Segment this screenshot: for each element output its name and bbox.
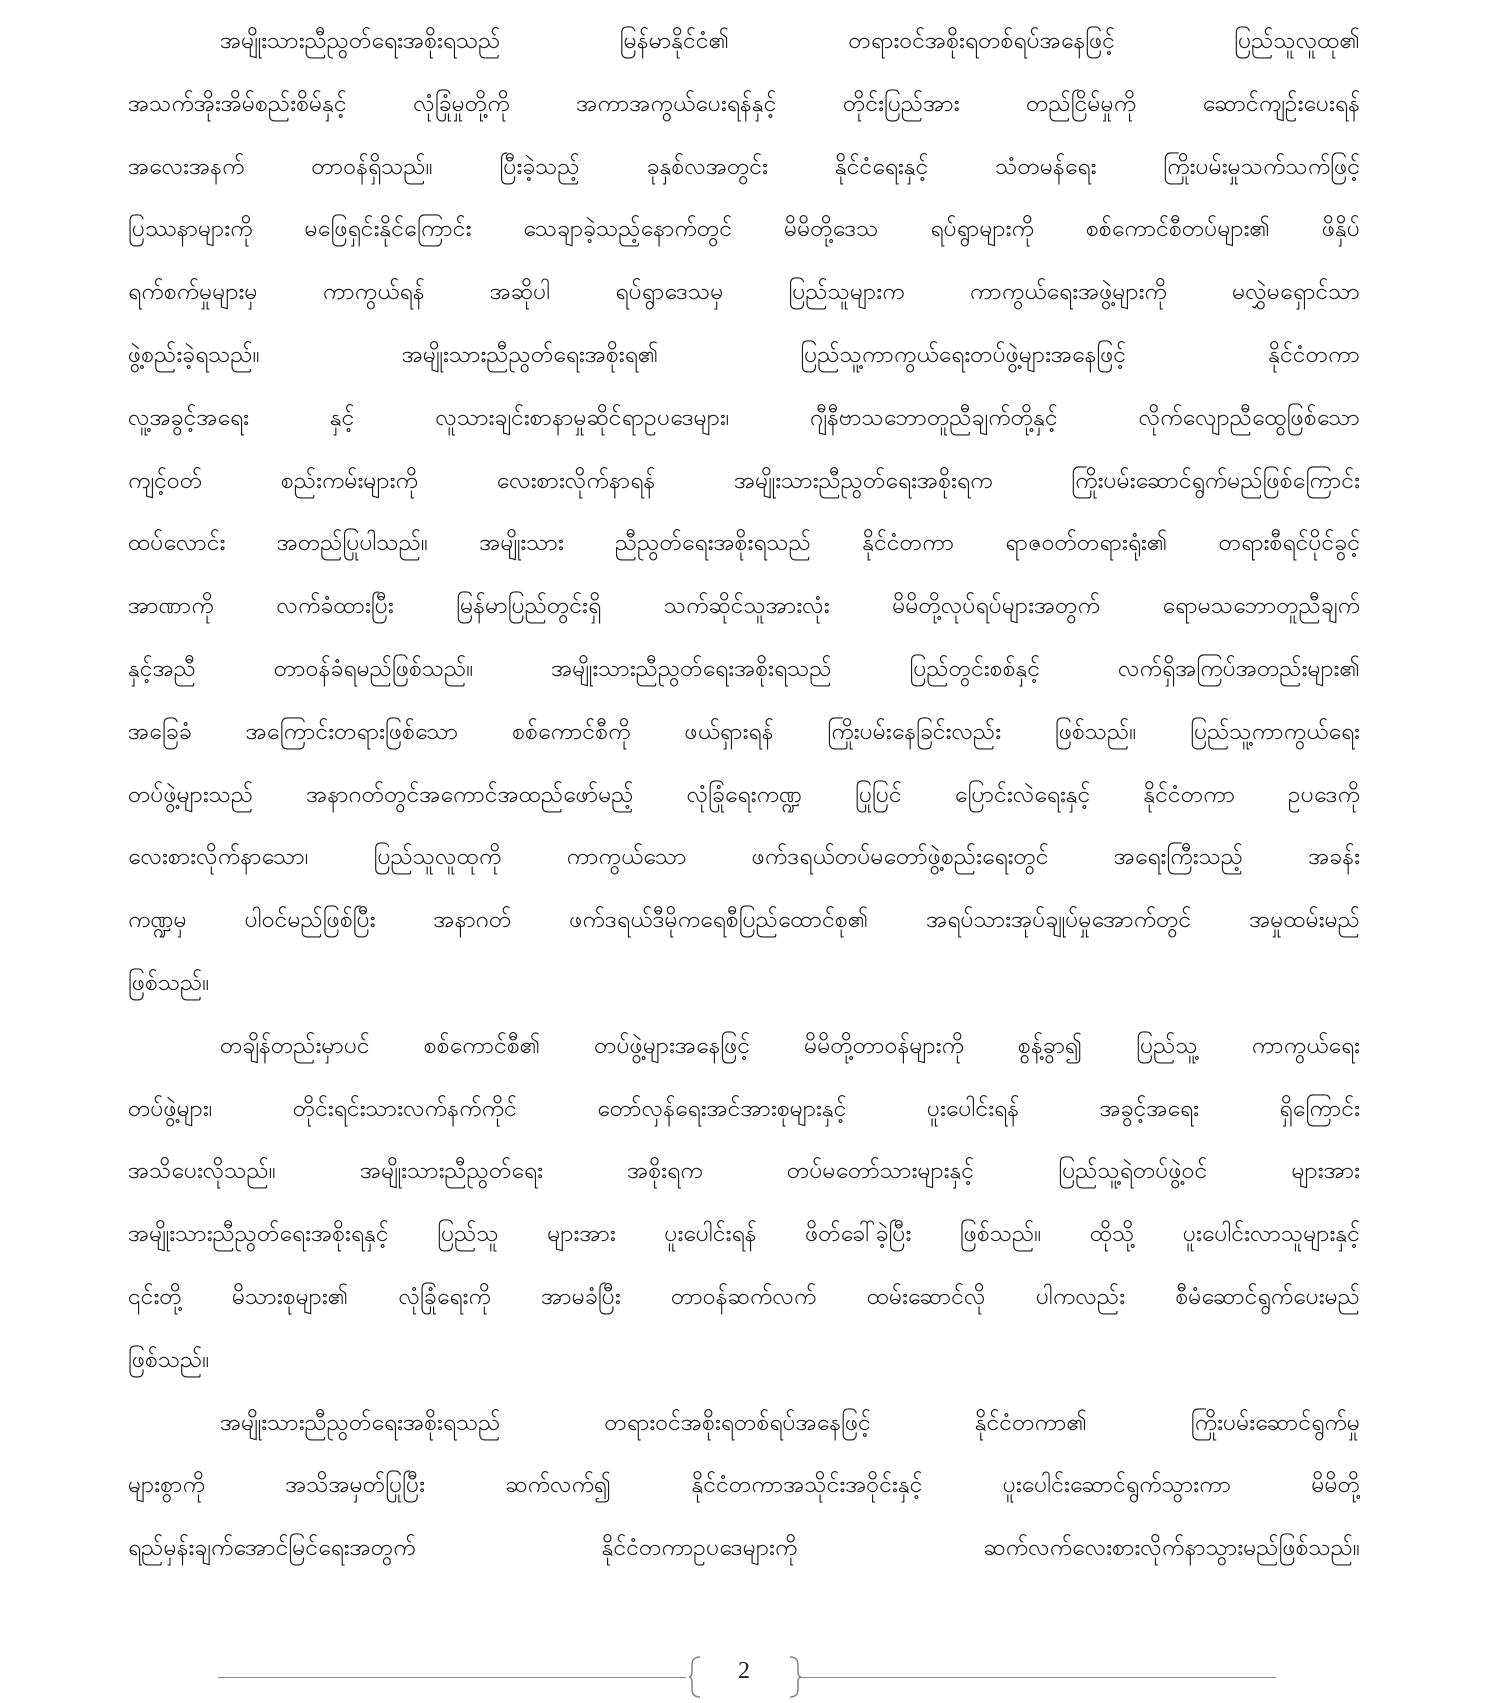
text-line: အမျိုးသားညီညွတ်ရေးအစိုးရသည် မြန်မာနိုင်ငံ၏ တရားဝင်အစိုးရတစ်ရပ်အနေဖြင့် ပြည်သူလူထု၏ [220,28,1360,54]
text-line: ကျင့်ဝတ် စည်းကမ်းများကို လေးစားလိုက်နာရန် အမျိုးသားညီညွတ်ရေးအစိုးရက ကြိုးပမ်းဆောင်ရွက်မည်ဖြစ်ကြောင်း [128,467,1360,494]
text-line: ရက်စက်မှုများမှ ကာကွယ်ရန် အဆိုပါ ရပ်ရွာဒေသမှ ပြည်သူများက ကာကွယ်ရေးအဖွဲ့များကို မလွှဲမရှောင်သာ [128,279,1360,306]
text-line: ဖြစ်သည်။ [128,969,210,996]
text-line: ပြဿနာများကို မဖြေရှင်းနိုင်ကြောင်း သေချာခဲ့သည့်နောက်တွင် မိမိတို့ဒေသ ရပ်ရွာများကို စစ်ကောင်စီတပ်များ၏ ဖိနှိပ် [128,216,1360,243]
text-line: အမျိုးသားညီညွတ်ရေးအစိုးရနှင့် ပြည်သူ များအား ပူးပေါင်းရန် ဖိတ်ခေါ်ခဲ့ပြီး ဖြစ်သည်။ ထိုသို့ ပူးပေါင်းလာသူများနှင့် [128,1221,1360,1248]
page-footer [0,1655,1487,1703]
text-line: ၎င်းတို့ မိသားစုများ၏ လုံခြုံရေးကို အာမခံပြီး တာဝန်ဆက်လက် ထမ်းဆောင်လို ပါကလည်း စီမံဆောင်ရွက်ပေးမည် [128,1283,1360,1310]
text-line: ဖွဲ့စည်းခဲ့ရသည်။ အမျိုးသားညီညွတ်ရေးအစိုးရ၏ ပြည်သူ့ကာကွယ်ရေးတပ်ဖွဲ့များအနေဖြင့် နိုင်ငံတကာ [128,341,1360,368]
text-line: လူ့အခွင့်အရေး နှင့် လူသားချင်းစာနာမှုဆိုင်ရာဥပဒေများ၊ ဂျီနီဗာသဘောတူညီချက်တို့နှင့် လိုက်လျောညီထွေဖြစ်သော [128,404,1360,431]
text-line: အမျိုးသားညီညွတ်ရေးအစိုးရသည် တရားဝင်အစိုးရတစ်ရပ်အနေဖြင့် နိုင်ငံတကာ၏ ကြိုးပမ်းဆောင်ရွက်မှု [220,1409,1360,1436]
text-line: တချိန်တည်းမှာပင် စစ်ကောင်စီ၏ တပ်ဖွဲ့များအနေဖြင့် မိမိတို့တာဝန်များကို စွန့်ခွာ၍ ပြည်သူ့ ကာကွယ်ရေး [220,1032,1360,1059]
text-line: နှင့်အညီ တာဝန်ခံရမည်ဖြစ်သည်။ အမျိုးသားညီညွတ်ရေးအစိုးရသည် ပြည်တွင်းစစ်နှင့် လက်ရှိအကြပ်အတည်းများ၏ [128,655,1360,682]
text-line: အာဏာကို လက်ခံထားပြီး မြန်မာပြည်တွင်းရှိ သက်ဆိုင်သူအားလုံး မိမိတို့လုပ်ရပ်များအတွက် ရောမသဘောတူညီချက် [128,593,1360,620]
text-line: ရည်မှန်းချက်အောင်မြင်ရေးအတွက် နိုင်ငံတကာဥပဒေများကို ဆက်လက်လေးစားလိုက်နာသွားမည်ဖြစ်သည်။ [128,1535,1360,1562]
footer-rule-right [800,1677,1276,1678]
paragraph-1 [128,10,1360,1015]
text-line: လေးစားလိုက်နာသော၊ ပြည်သူလူထုကို ကာကွယ်သော ဖက်ဒရယ်တပ်မတော်ဖွဲ့စည်းရေးတွင် အရေးကြီးသည့် အခန်း [128,844,1360,871]
page-number: 2 [738,1658,750,1684]
text-line: များစွာကို အသိအမှတ်ပြုပြီး ဆက်လက်၍ နိုင်ငံတကာအသိုင်းအဝိုင်းနှင့် ပူးပေါင်းဆောင်ရွက်သွားကာ မိမိတို့ [128,1472,1360,1499]
text-line: အသက်အိုးအိမ်စည်းစိမ်နှင့် လုံခြုံမှုတို့ကို အကာအကွယ်ပေးရန်နှင့် တိုင်းပြည်အား တည်ငြိမ်မှုကို ဆောင်ကျဉ်းပေးရန် [128,90,1360,117]
text-line: အသိပေးလိုသည်။ အမျိုးသားညီညွတ်ရေး အစိုးရက တပ်မတော်သားများနှင့် ပြည်သူ့ရဲတပ်ဖွဲ့ဝင် များအား [128,1158,1360,1185]
text-line: ကဏ္ဍမှ ပါဝင်မည်ဖြစ်ပြီး အနာဂတ် ဖက်ဒရယ်ဒီမိုကရေစီပြည်ထောင်စု၏ အရပ်သားအုပ်ချုပ်မှုအောက်တွင် အမှုထမ်းမည် [128,907,1360,934]
text-line: တပ်ဖွဲ့များသည် အနာဂတ်တွင်အကောင်အထည်ဖော်မည့် လုံခြုံရေးကဏ္ဍ ပြုပြင် ပြောင်းလဲရေးနှင့် နိုင်ငံတကာ ဥပဒေကို [128,781,1360,808]
footer-rule-left [218,1677,686,1678]
text-line: တပ်ဖွဲ့များ၊ တိုင်းရင်းသားလက်နက်ကိုင် တော်လှန်ရေးအင်အားစုများနှင့် ပူးပေါင်းရန် အခွင့်အရေး ရှိကြောင်း [128,1095,1360,1122]
paragraph-2 [128,1015,1360,1392]
text-line: အခြေခံ အကြောင်းတရားဖြစ်သော စစ်ကောင်စီကို ဖယ်ရှားရန် ကြိုးပမ်းနေခြင်းလည်း ဖြစ်သည်။ ပြည်သူ့ကာကွယ်ရေး [128,718,1360,745]
paragraph-3 [128,1392,1360,1580]
document-body [128,10,1360,1580]
text-line: အလေးအနက် တာဝန်ရှိသည်။ ပြီးခဲ့သည့် ခုနှစ်လအတွင်း နိုင်ငံရေးနှင့် သံတမန်ရေး ကြိုးပမ်းမှုသက်သက်ဖြင့် [128,153,1360,180]
text-line: ဖြစ်သည်။ [128,1346,210,1373]
text-line: ထပ်လောင်း အတည်ပြုပါသည်။ အမျိုးသား ညီညွတ်ရေးအစိုးရသည် နိုင်ငံတကာ ရာဇဝတ်တရားရုံး၏ တရားစီရင်ပိုင်ခွင့် [128,530,1360,557]
